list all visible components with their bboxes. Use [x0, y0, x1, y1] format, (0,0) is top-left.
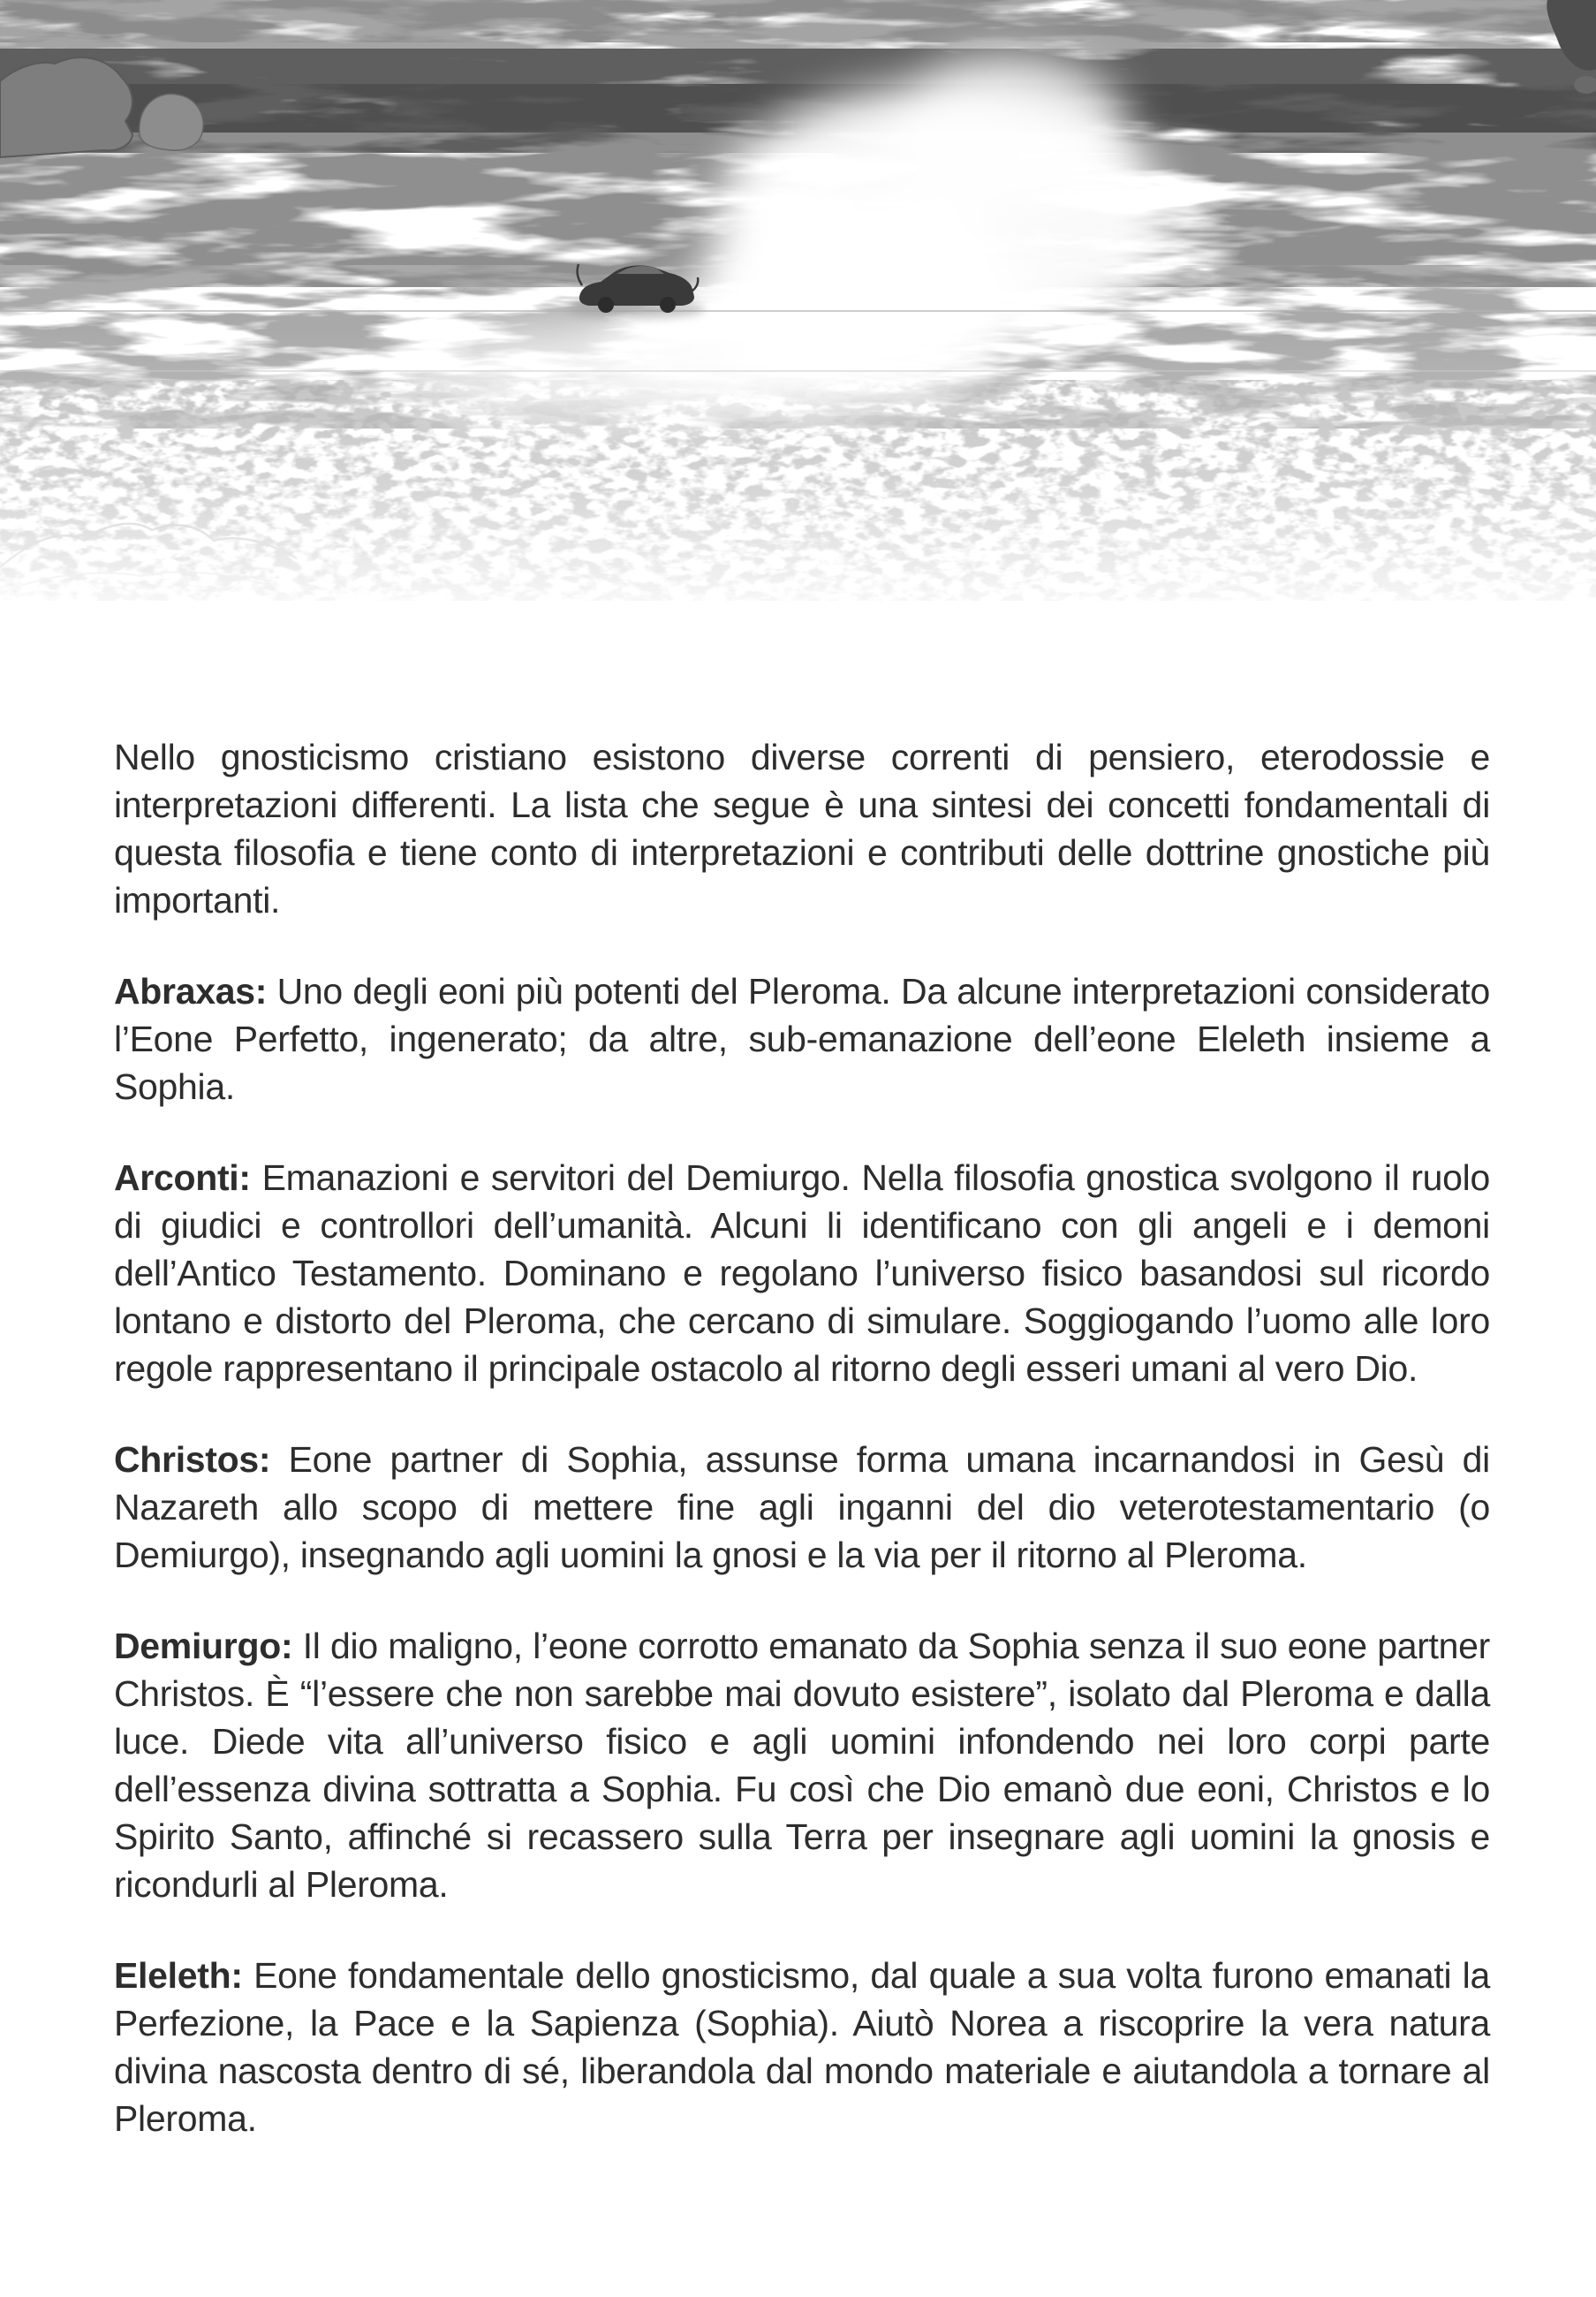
term-label: Demiurgo:	[114, 1626, 293, 1666]
intro-paragraph	[114, 733, 1490, 924]
glossary-paragraph-eleleth	[114, 1952, 1490, 2142]
term-label: Christos:	[114, 1439, 271, 1480]
car-front-wheel	[598, 297, 614, 313]
car-rear-wheel	[660, 297, 676, 313]
paragraph-text: Emanazioni e servitori del Demiurgo. Nella filosofia gnostica svolgono il ruolo di giudici e controllori dell’umanità. Alcuni li identificano con gli angeli e i demoni dell’Antico Testamento. Dominano e regolano l’universo fisico basandosi sul ricordo lontano e distorto del Pleroma, che cercano di simulare. Soggiogando l’uomo alle loro regole rappresentano il principale ostacolo al ritorno degli esseri umani al vero Dio.	[114, 1157, 1490, 1389]
paragraph-text: Eone partner di Sophia, assunse forma umana incarnandosi in Gesù di Nazareth allo scopo di mettere fine agli inganni del dio veterotestamentario (o Demiurgo), insegnando agli uomini la gnosi e la via per il ritorno al Pleroma.	[114, 1439, 1490, 1575]
glossary-text	[114, 733, 1490, 2186]
landscape-illustration	[0, 0, 1596, 671]
paragraph-text: Eone fondamentale dello gnosticismo, dal quale a sua volta furono emanati la Perfezione, la Pace e la Sapienza (Sophia). Aiutò Norea a riscoprire la vera natura divina nascosta dentro di sé, liberandola dal mondo materiale e aiutandola a tornare al Pleroma.	[114, 1955, 1490, 2139]
illustration-canvas	[0, 0, 1596, 671]
term-label: Abraxas:	[114, 971, 268, 1012]
paragraph-text: Uno degli eoni più potenti del Pleroma. Da alcune interpretazioni considerato l’Eone Perfetto, ingenerato; da altre, sub-emanazione dell’eone Eleleth insieme a Sophia.	[114, 971, 1490, 1107]
term-label: Arconti:	[114, 1157, 251, 1198]
glossary-paragraph-arconti	[114, 1154, 1490, 1392]
glossary-paragraph-demiurgo	[114, 1622, 1490, 1908]
glossary-paragraph-abraxas	[114, 967, 1490, 1111]
term-label: Eleleth:	[114, 1955, 243, 1996]
paragraph-text: Il dio maligno, l’eone corrotto emanato da Sophia senza il suo eone partner Christos. È “l’essere che non sarebbe mai dovuto esistere”, isolato dal Pleroma e dalla luce. Diede vita all’universo fisico e agli uomini infondendo nei loro corpi parte dell’essenza divina sottratta a Sophia. Fu così che Dio emanò due eoni, Christos e lo Spirito Santo, affinché si recassero sulla Terra per insegnare agli uomini la gnosis e ricondurli al Pleroma.	[114, 1626, 1490, 1905]
paragraph-text: Nello gnosticismo cristiano esistono diverse correnti di pensiero, eterodossie e interpretazioni differenti. La lista che segue è una sintesi dei concetti fondamentali di questa filosofia e tiene conto di interpretazioni e contributi delle dottrine gnostiche più importanti.	[114, 737, 1490, 921]
glossary-paragraph-christos	[114, 1436, 1490, 1579]
bottom-fade	[0, 327, 1596, 671]
